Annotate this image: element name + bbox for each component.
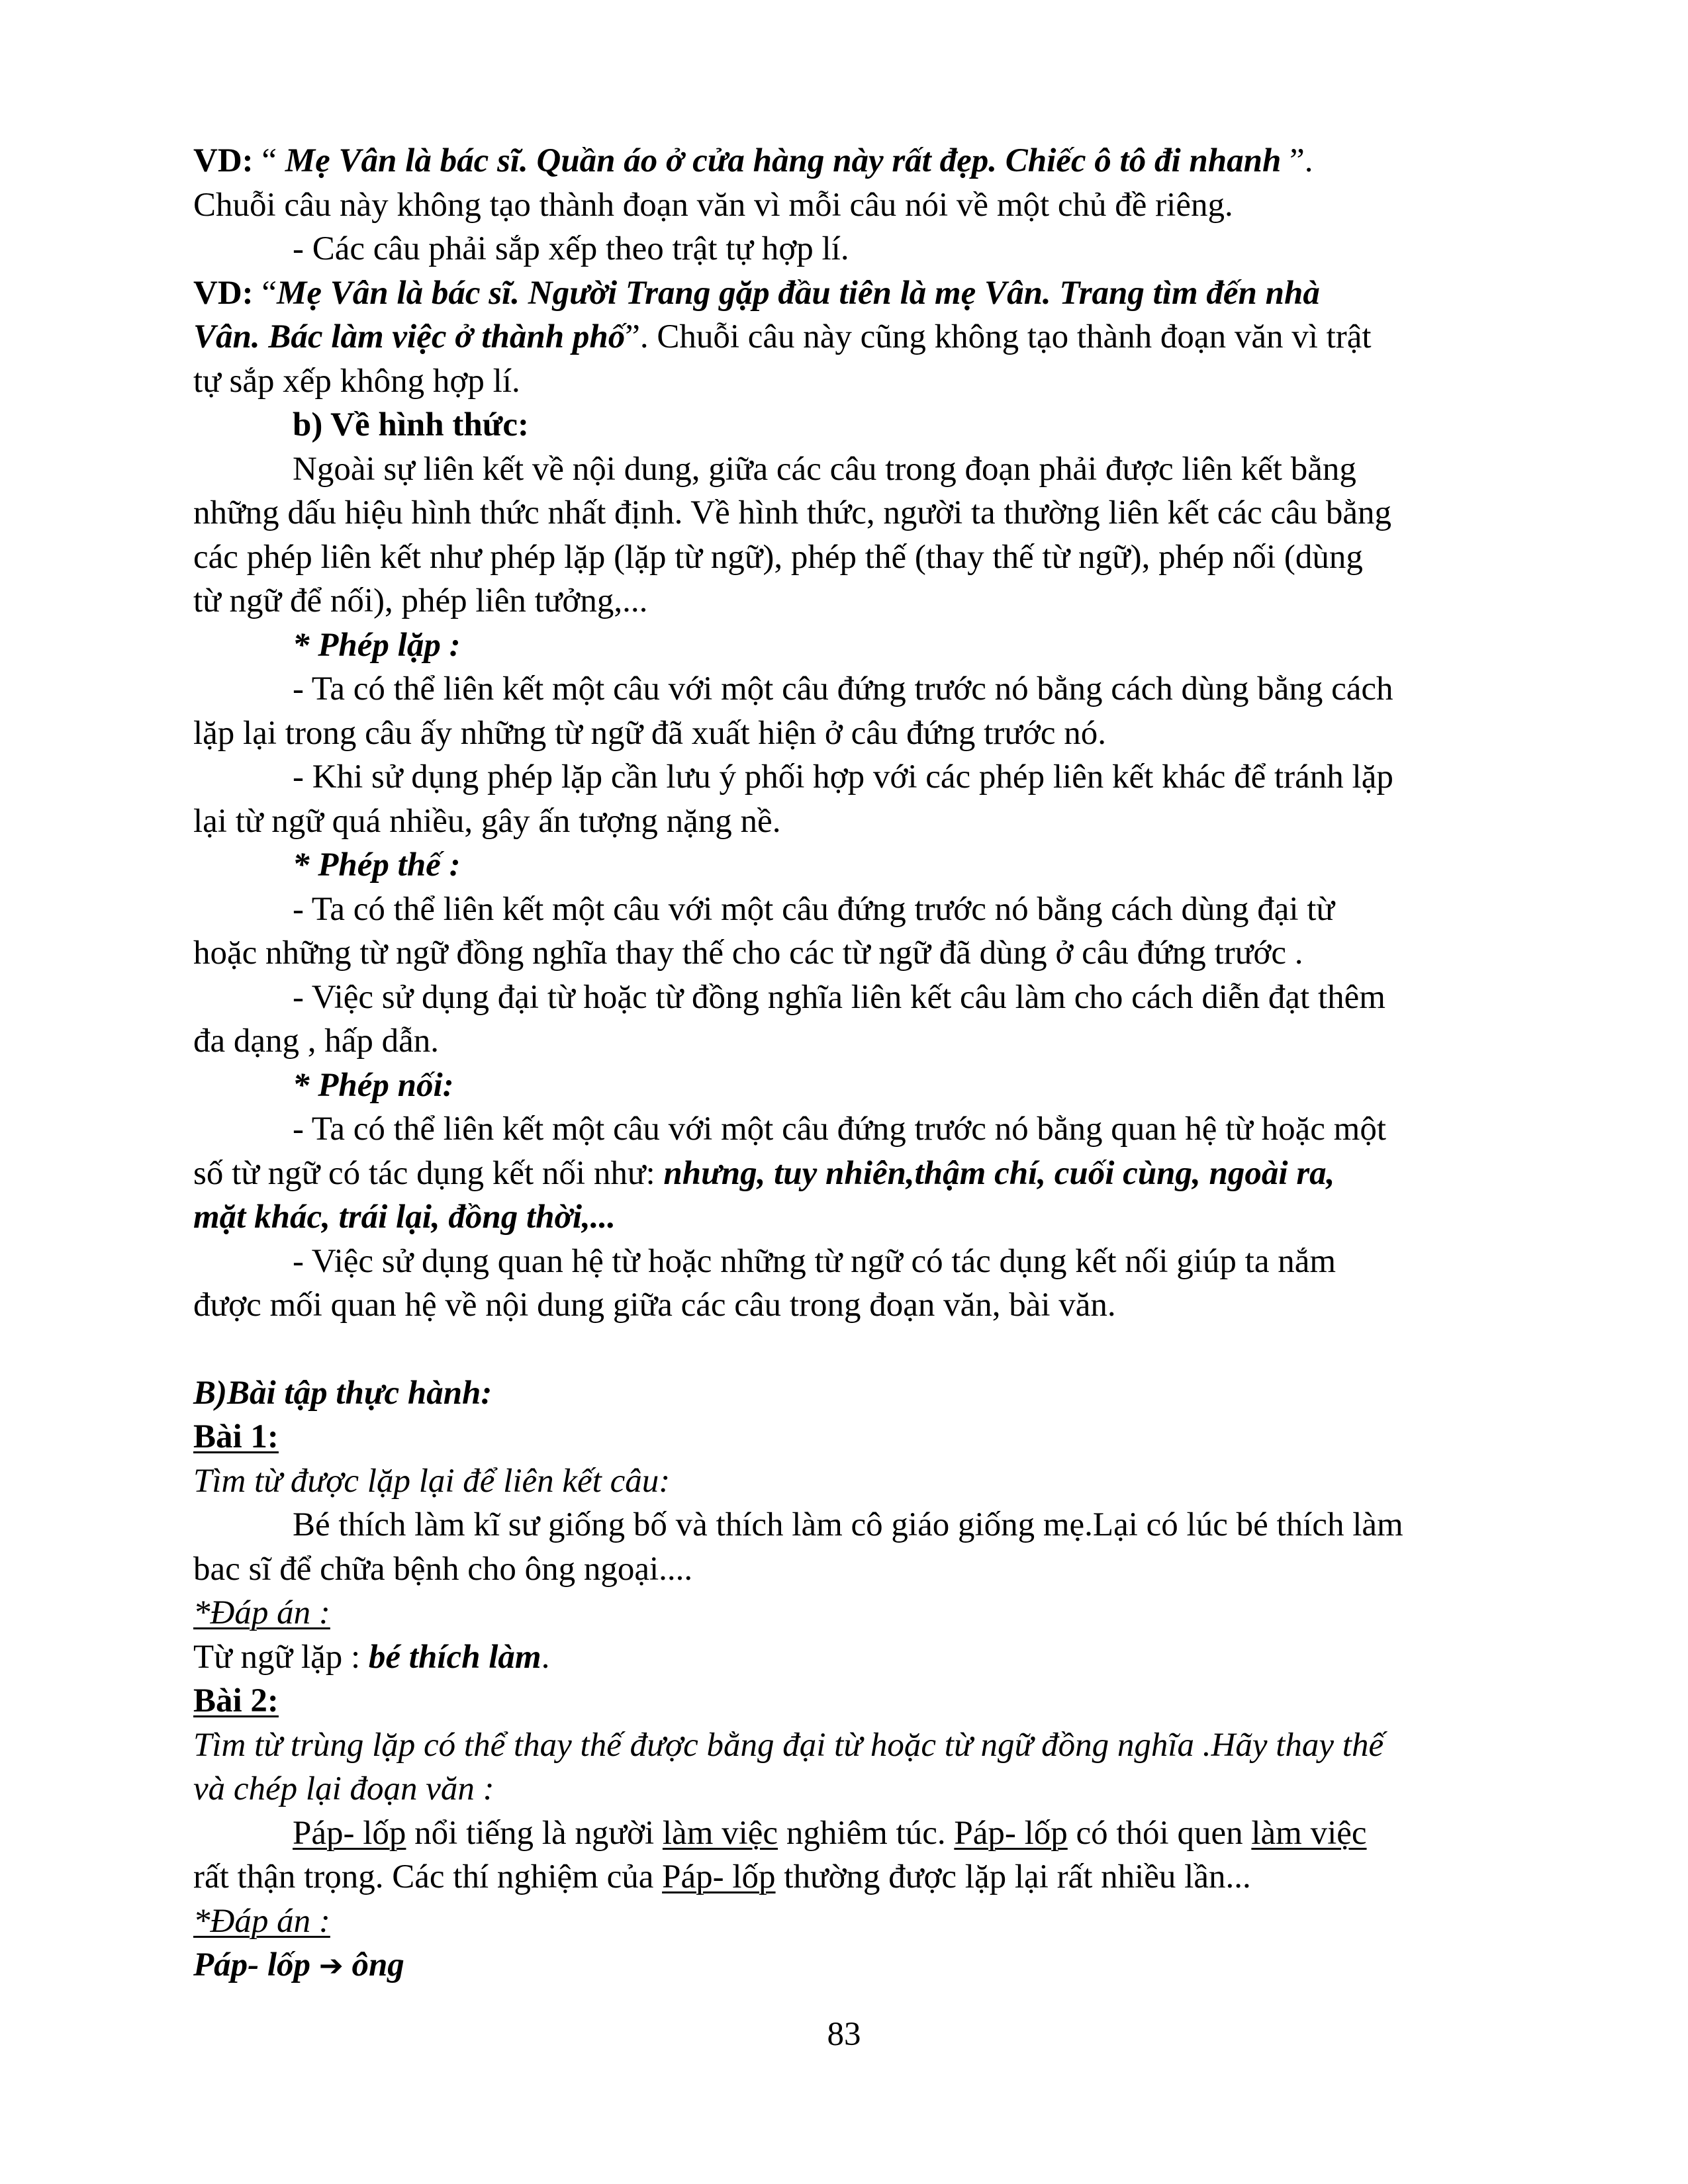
exercise-2-text-cont [193,1855,1570,1899]
exercise-1-answer-label: *Đáp án : [193,1594,330,1631]
example-sentences-line2: Vân. Bác làm việc ở thành phố [193,318,626,355]
the-rule-1-cont: hoặc những từ ngữ đồng nghĩa thay thế cho các từ ngữ đã dùng ở câu đứng trước . [193,934,1303,972]
spacer [193,1328,1570,1371]
example-explanation-line2: tự sắp xếp không hợp lí. [193,362,520,400]
noi-rule-1: - Ta có thể liên kết một câu với một câu đứng trước nó bằng quan hệ từ hoặc một [293,1111,1386,1148]
example-paragraph-2 [193,271,1570,404]
exercise-1-answer [193,1635,1570,1680]
example-sentences-line1: Mẹ Vân là bác sĩ. Người Trang gặp đầu tiên là mẹ Vân. Trang tìm đến nhà [277,274,1320,312]
exercise-1-text: Bé thích làm kĩ sư giống bố và thích làm cô giáo giống mẹ.Lại có lúc bé thích làm [293,1506,1403,1543]
example-sentences: Mẹ Vân là bác sĩ. Quần áo ở cửa hàng này rất đẹp. Chiếc ô tô đi nhanh [285,142,1282,179]
exercise-1-text-cont: bac sĩ để chữa bệnh cho ông ngoại.... [193,1550,693,1588]
text-line: Ngoài sự liên kết về nội dung, giữa các câu trong đoạn phải được liên kết bằng [293,450,1356,488]
noi-rule-1-cont [193,1152,1570,1240]
answer-end: . [541,1638,550,1676]
text-line: các phép liên kết như phép lặp (lặp từ ngữ), phép thế (thay thế từ ngữ), phép nối (dùng [193,538,1363,576]
lap-rule-1: - Ta có thể liên kết một câu với một câu đứng trước nó bằng cách dùng bằng cách [293,670,1393,707]
answer-prefix: Từ ngữ lặp : [193,1638,369,1676]
answer-from: Páp- lốp [193,1946,311,1983]
text-line: những dấu hiệu hình thức nhất định. Về hình thức, người ta thường liên kết các câu bằng [193,494,1392,531]
noi-rule-2-cont: được mối quan hệ về nội dung giữa các câu trong đoạn văn, bài văn. [193,1287,1116,1324]
answer-to: ông [352,1946,404,1983]
the-rule-2-cont: đa dạng , hấp dẫn. [193,1023,440,1060]
lap-rule-1-cont: lặp lại trong câu ấy những từ ngữ đã xuất hiện ở câu đứng trước nó. [193,714,1106,752]
heading-phep-noi: * Phép nối: [293,1066,454,1104]
answer-value: bé thích làm [368,1638,541,1676]
heading-phep-lap: * Phép lặp : [293,626,461,664]
example-paragraph-1 [193,139,1570,227]
form-paragraph-cont [193,491,1570,623]
page-content [193,139,1570,1989]
exercise-2-task [193,1723,1570,1811]
example-label: VD: [193,274,254,312]
example-explanation: Chuỗi câu này không tạo thành đoạn văn vì mỗi câu nói về một chủ đề riêng. [193,186,1233,224]
text-segment: nghiêm túc. [778,1814,955,1852]
text-segment: rất thận trọng. Các thí nghiệm của [193,1858,663,1895]
text-segment: nổi tiếng là người [406,1814,663,1852]
underlined-name: Páp- lốp [293,1814,406,1852]
example-label: VD: [193,142,254,179]
rule-order: - Các câu phải sắp xếp theo trật tự hợp lí. [293,230,849,267]
section-heading-exercises: B)Bài tập thực hành: [193,1374,492,1412]
example-explanation-line1: ”. Chuỗi câu này cũng không tạo thành đoạn văn vì trật [625,318,1372,355]
task-line: và chép lại đoạn văn : [193,1770,494,1807]
page-number: 83 [827,2016,861,2053]
quote-close: ”. [1281,142,1313,179]
the-rule-2: - Việc sử dụng đại từ hoặc từ đồng nghĩa liên kết câu làm cho cách diễn đạt thêm [293,978,1385,1016]
exercise-1-title: Bài 1: [193,1418,279,1455]
the-rule-1: - Ta có thể liên kết một câu với một câu đứng trước nó bằng cách dùng đại từ [293,890,1335,928]
quote-open: “ [253,142,285,179]
underlined-name: Páp- lốp [954,1814,1068,1852]
exercise-2-text [193,1811,1570,1856]
text-segment: thường được lặp lại rất nhiều lần... [775,1858,1251,1895]
underlined-phrase: làm việc [1251,1814,1367,1852]
quote-open: “ [253,274,277,312]
form-paragraph [193,447,1570,492]
connector-words-cont: mặt khác, trái lại, đồng thời,... [193,1199,616,1236]
noi-rule-2: - Việc sử dụng quan hệ từ hoặc những từ ngữ có tác dụng kết nối giúp ta nắm [293,1242,1336,1280]
connector-words: nhưng, tuy nhiên,thậm chí, cuối cùng, ngoài ra, [663,1154,1335,1192]
text-line: số từ ngữ có tác dụng kết nối như: [193,1154,664,1192]
underlined-phrase: làm việc [662,1814,778,1852]
text-line: từ ngữ để nối), phép liên tưởng,... [193,582,648,619]
text-segment: có thói quen [1067,1814,1252,1852]
lap-rule-2: - Khi sử dụng phép lặp cần lưu ý phối hợp với các phép liên kết khác để tránh lặp [293,758,1393,796]
heading-phep-the: * Phép thế : [293,846,461,884]
arrow-icon: ➔ [318,1949,344,1983]
exercise-1-task: Tìm từ được lặp lại để liên kết câu: [193,1462,671,1500]
exercise-2-answer [193,1943,1570,1989]
lap-rule-2-cont: lại từ ngữ quá nhiều, gây ấn tượng nặng nề. [193,802,781,840]
task-line: Tìm từ trùng lặp có thể thay thế được bằng đại từ hoặc từ ngữ đồng nghĩa .Hãy thay thế [193,1726,1384,1764]
exercise-2-answer-label: *Đáp án : [193,1902,330,1940]
underlined-name: Páp- lốp [662,1858,776,1895]
exercise-2-title: Bài 2: [193,1682,279,1719]
section-heading-form: b) Về hình thức: [293,406,529,443]
